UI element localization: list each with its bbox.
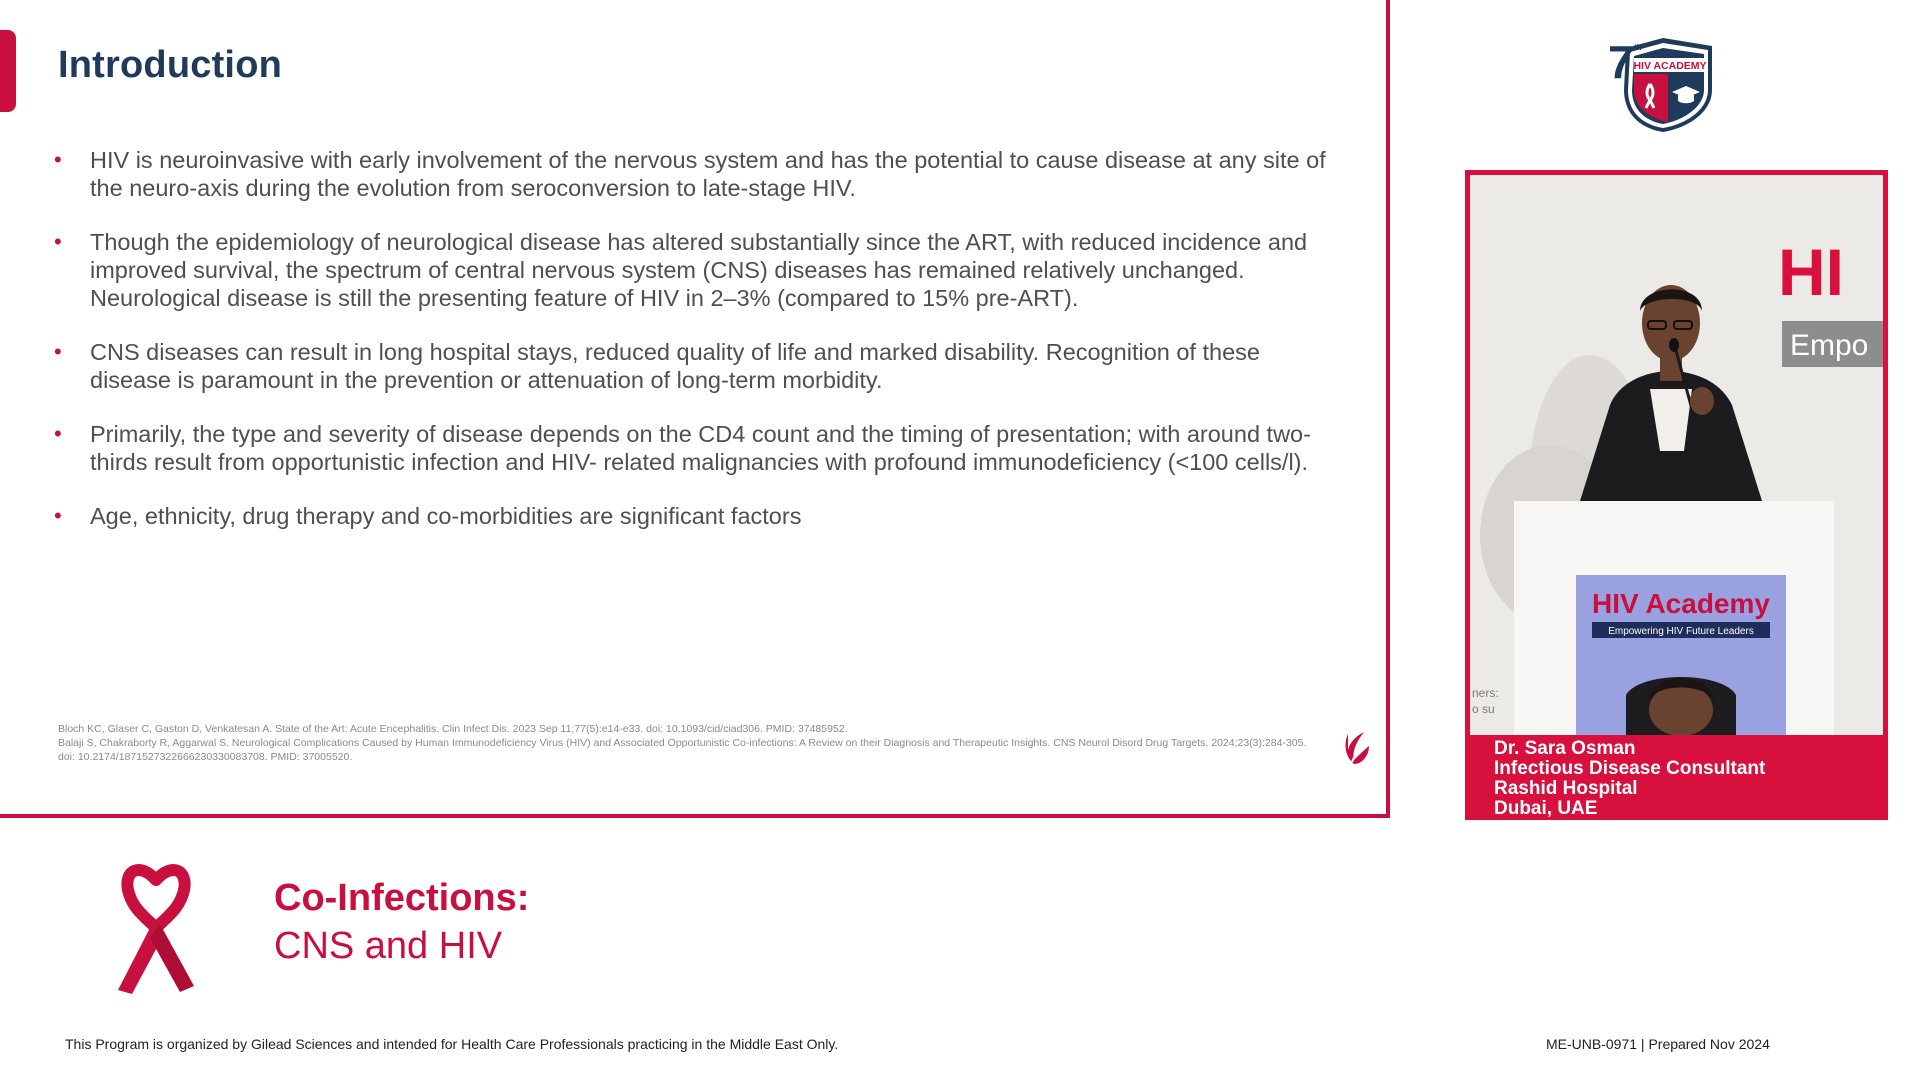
footer-disclaimer: This Program is organized by Gilead Sciences and intended for Health Care Professionals practicing in the Middle East Only. xyxy=(65,1036,839,1052)
bullet-marker: • xyxy=(54,421,62,446)
speaker-location: Dubai, UAE xyxy=(1494,798,1598,819)
speaker-role: Infectious Disease Consultant xyxy=(1494,758,1766,779)
session-title xyxy=(274,874,529,970)
academy-logo-text: HIV ACADEMY xyxy=(1633,60,1707,72)
bullet-item xyxy=(54,228,1334,312)
bullet-marker: • xyxy=(54,503,62,528)
speaker-video-scene xyxy=(1470,175,1883,735)
bullet-text: Age, ethnicity, drug therapy and co-morbidities are significant factors xyxy=(90,503,802,529)
slide-title: Introduction xyxy=(58,44,283,86)
references xyxy=(58,722,1308,764)
red-ribbon-icon xyxy=(106,858,206,998)
hiv-academy-logo xyxy=(1608,34,1718,134)
podium-title: HIV Academy xyxy=(1592,588,1770,619)
academy-logo-superscript: th xyxy=(1634,43,1642,52)
academy-logo-number: 7 xyxy=(1608,36,1634,88)
bullet-text: Though the epidemiology of neurological disease has altered substantially since the ART, with reduced incidence and improved survival, the spectrum of central nervous system (CNS) diseases has remained relatively unchanged. Neurological disease is still the presenting feature of HIV in 2–3% (compared to 15% pre-ART). xyxy=(90,229,1308,311)
bullet-text: Primarily, the type and severity of disease depends on the CD4 count and the timing of presentation; with around two-thirds result from opportunistic infection and HIV- related malignancies with profound immunodeficiency (<100 cells/l). xyxy=(90,421,1311,475)
bullet-item xyxy=(54,420,1334,476)
bullet-item xyxy=(54,502,1334,530)
speaker-name: Dr. Sara Osman xyxy=(1494,738,1636,759)
speaker-video-frame xyxy=(1465,170,1888,820)
podium-side-text: o su xyxy=(1472,702,1495,716)
podium-side-text: ners: xyxy=(1472,686,1499,700)
speaker-caption xyxy=(1494,739,1765,819)
bullet-list xyxy=(54,146,1334,556)
session-title-line2: CNS and HIV xyxy=(274,925,503,967)
slide-accent-bar xyxy=(0,30,16,112)
backdrop-subtext: Empo xyxy=(1790,329,1869,362)
bullet-text: CNS diseases can result in long hospital stays, reduced quality of life and marked disability. Recognition of these disease is paramount in the prevention or attenuation of long-term morbidity. xyxy=(90,339,1260,393)
speaker-hospital: Rashid Hospital xyxy=(1494,778,1638,799)
bullet-marker: • xyxy=(54,339,62,364)
bullet-text: HIV is neuroinvasive with early involvement of the nervous system and has the potential to cause disease at any site of the neuro-axis during the evolution from seroconversion to late-stage HIV. xyxy=(90,147,1326,201)
bullet-marker: • xyxy=(54,147,62,172)
footer-code: ME-UNB-0971 | Prepared Nov 2024 xyxy=(1546,1036,1770,1052)
podium-subtitle: Empowering HIV Future Leaders xyxy=(1608,626,1754,637)
bullet-item xyxy=(54,338,1334,394)
bullet-item xyxy=(54,146,1334,202)
reference-item: Bloch KC, Glaser C, Gaston D, Venkatesan A. State of the Art: Acute Encephalitis. Clin Infect Dis. 2023 Sep 11;77(5):e14-e33. doi: 10.1093/cid/ciad306. PMID: 37485952. xyxy=(58,723,848,735)
speaker-video[interactable] xyxy=(1470,175,1883,735)
session-title-line1: Co-Infections: xyxy=(274,877,530,919)
backdrop-text: HI xyxy=(1778,235,1844,309)
gilead-logo-icon xyxy=(1342,728,1372,768)
bullet-marker: • xyxy=(54,229,62,254)
reference-item: Balaji S, Chakraborty R, Aggarwal S. Neurological Complications Caused by Human Immunodeficiency Virus (HIV) and Associated Opportunistic Co-infections: A Review on their Diagnosis and Therapeutic Insights. CNS Neurol Disord Drug Targets. 2024;23(3):284-305. doi: 10.2174/1871527322666230330083708. PMID: 37005520. xyxy=(58,737,1307,763)
